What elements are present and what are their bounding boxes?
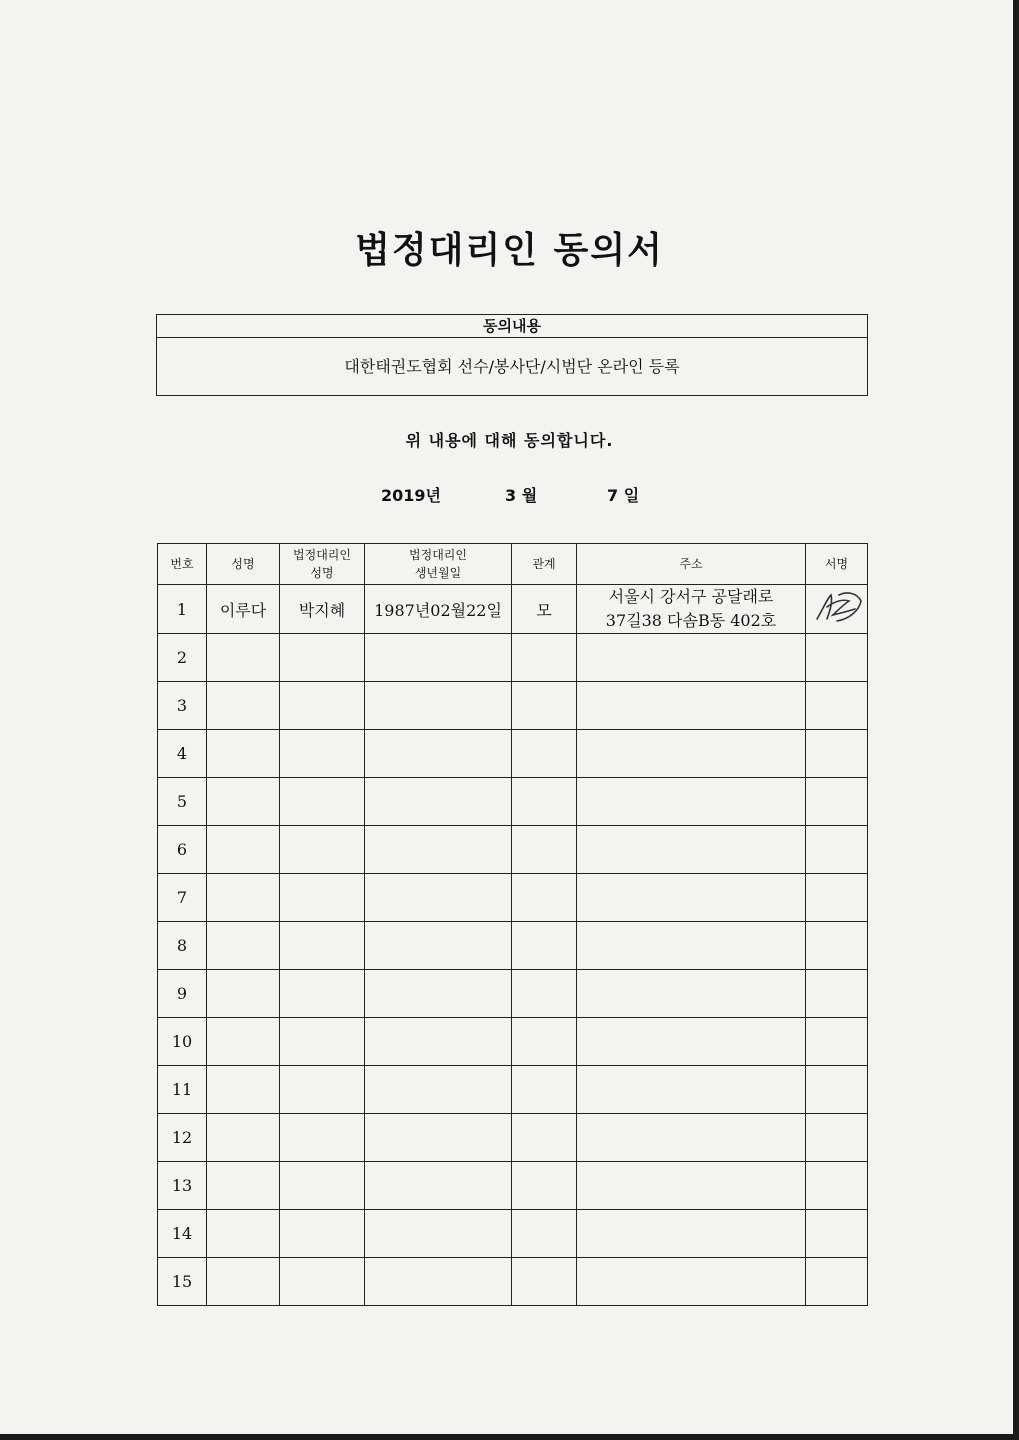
cell-empty (577, 682, 806, 730)
cell-empty (512, 1018, 577, 1066)
registration-table (157, 543, 868, 1306)
cell-no: 6 (158, 826, 207, 874)
handwritten-signature (809, 589, 865, 625)
cell-empty (577, 1018, 806, 1066)
cell-empty (577, 922, 806, 970)
cell-empty (365, 682, 512, 730)
table-row (158, 1162, 868, 1210)
cell-no: 8 (158, 922, 207, 970)
cell-empty (806, 730, 868, 778)
header-guardian-birth-line1: 법정대리인 (409, 548, 467, 562)
cell-empty (577, 1210, 806, 1258)
table-row (158, 970, 868, 1018)
cell-empty (512, 778, 577, 826)
cell-empty (365, 1210, 512, 1258)
cell-empty (207, 1258, 280, 1306)
cell-no: 3 (158, 682, 207, 730)
cell-empty (280, 1066, 365, 1114)
cell-empty (577, 1162, 806, 1210)
cell-empty (207, 826, 280, 874)
consent-box (156, 314, 868, 396)
table-row (158, 922, 868, 970)
consent-header: 동의내용 (157, 315, 867, 338)
cell-empty (577, 970, 806, 1018)
cell-empty (806, 778, 868, 826)
cell-empty (280, 634, 365, 682)
cell-empty (806, 1162, 868, 1210)
cell-empty (280, 1018, 365, 1066)
cell-empty (207, 1018, 280, 1066)
cell-empty (512, 1210, 577, 1258)
header-guardian-name (280, 544, 365, 585)
cell-empty (365, 1162, 512, 1210)
cell-empty (365, 826, 512, 874)
cell-no: 5 (158, 778, 207, 826)
cell-empty (365, 1258, 512, 1306)
cell-empty (512, 1258, 577, 1306)
cell-empty (365, 1018, 512, 1066)
date-day: 7 일 (607, 486, 640, 505)
table-row (158, 730, 868, 778)
cell-empty (806, 922, 868, 970)
cell-no: 13 (158, 1162, 207, 1210)
cell-relation: 모 (512, 585, 577, 634)
cell-empty (207, 970, 280, 1018)
cell-empty (512, 1066, 577, 1114)
table-row (158, 778, 868, 826)
cell-empty (806, 1258, 868, 1306)
cell-no: 7 (158, 874, 207, 922)
date-year: 2019년 (381, 486, 441, 505)
cell-empty (280, 874, 365, 922)
table-row (158, 1018, 868, 1066)
cell-no: 1 (158, 585, 207, 634)
cell-empty (577, 1258, 806, 1306)
table-row (158, 634, 868, 682)
address-line1: 서울시 강서구 공달래로 (608, 587, 774, 606)
cell-empty (577, 1066, 806, 1114)
cell-empty (512, 682, 577, 730)
cell-empty (207, 1066, 280, 1114)
date-month: 3 월 (505, 486, 538, 505)
cell-empty (365, 1066, 512, 1114)
cell-empty (365, 730, 512, 778)
header-signature: 서명 (806, 544, 868, 585)
cell-empty (280, 682, 365, 730)
cell-empty (207, 1162, 280, 1210)
agreement-statement: 위 내용에 대해 동의합니다. (405, 431, 614, 450)
table-row (158, 1210, 868, 1258)
cell-empty (512, 730, 577, 778)
header-no: 번호 (158, 544, 207, 585)
cell-empty (806, 1114, 868, 1162)
cell-empty (512, 826, 577, 874)
cell-empty (280, 826, 365, 874)
cell-signature (806, 585, 868, 634)
cell-empty (280, 730, 365, 778)
header-guardian-name-line2: 성명 (310, 566, 334, 580)
header-guardian-name-line1: 법정대리인 (293, 548, 351, 562)
cell-empty (365, 1114, 512, 1162)
cell-empty (512, 970, 577, 1018)
cell-no: 11 (158, 1066, 207, 1114)
table-row (158, 826, 868, 874)
cell-guardian-name: 박지혜 (280, 585, 365, 634)
cell-empty (577, 1114, 806, 1162)
table-row (158, 585, 868, 634)
cell-empty (577, 634, 806, 682)
address-line2: 37길38 다솜B동 402호 (605, 611, 777, 630)
cell-empty (806, 1066, 868, 1114)
cell-empty (280, 1114, 365, 1162)
cell-empty (365, 970, 512, 1018)
cell-empty (280, 1162, 365, 1210)
cell-no: 12 (158, 1114, 207, 1162)
cell-empty (280, 922, 365, 970)
consent-content: 대한태권도협회 선수/봉사단/시범단 온라인 등록 (344, 357, 680, 376)
cell-empty (365, 778, 512, 826)
cell-empty (806, 682, 868, 730)
cell-name: 이루다 (207, 585, 280, 634)
cell-empty (207, 1210, 280, 1258)
cell-empty (806, 634, 868, 682)
header-guardian-birth (365, 544, 512, 585)
cell-empty (512, 922, 577, 970)
cell-empty (280, 970, 365, 1018)
cell-empty (512, 634, 577, 682)
table-row (158, 874, 868, 922)
cell-no: 9 (158, 970, 207, 1018)
header-relation: 관계 (512, 544, 577, 585)
cell-empty (207, 1114, 280, 1162)
cell-no: 15 (158, 1258, 207, 1306)
cell-empty (280, 1258, 365, 1306)
table-header-row (158, 544, 868, 585)
cell-empty (365, 922, 512, 970)
cell-empty (806, 1210, 868, 1258)
cell-empty (280, 1210, 365, 1258)
cell-empty (207, 634, 280, 682)
cell-no: 4 (158, 730, 207, 778)
cell-empty (577, 874, 806, 922)
cell-empty (280, 778, 365, 826)
table-row (158, 1114, 868, 1162)
cell-empty (577, 826, 806, 874)
cell-address (577, 585, 806, 634)
cell-empty (806, 874, 868, 922)
cell-empty (512, 1114, 577, 1162)
cell-empty (806, 826, 868, 874)
cell-empty (207, 874, 280, 922)
header-guardian-birth-line2: 생년월일 (414, 566, 462, 580)
cell-empty (207, 682, 280, 730)
cell-empty (577, 778, 806, 826)
cell-empty (577, 730, 806, 778)
header-address: 주소 (577, 544, 806, 585)
cell-guardian-birth: 1987년02월22일 (365, 585, 512, 634)
cell-empty (365, 634, 512, 682)
cell-empty (806, 1018, 868, 1066)
table-row (158, 1066, 868, 1114)
cell-empty (512, 1162, 577, 1210)
document-title: 법정대리인 동의서 (355, 230, 664, 271)
cell-no: 10 (158, 1018, 207, 1066)
cell-empty (806, 970, 868, 1018)
table-row (158, 1258, 868, 1306)
cell-empty (365, 874, 512, 922)
cell-empty (207, 778, 280, 826)
table-row (158, 682, 868, 730)
cell-empty (512, 874, 577, 922)
cell-no: 14 (158, 1210, 207, 1258)
cell-no: 2 (158, 634, 207, 682)
cell-empty (207, 922, 280, 970)
header-name: 성명 (207, 544, 280, 585)
cell-empty (207, 730, 280, 778)
